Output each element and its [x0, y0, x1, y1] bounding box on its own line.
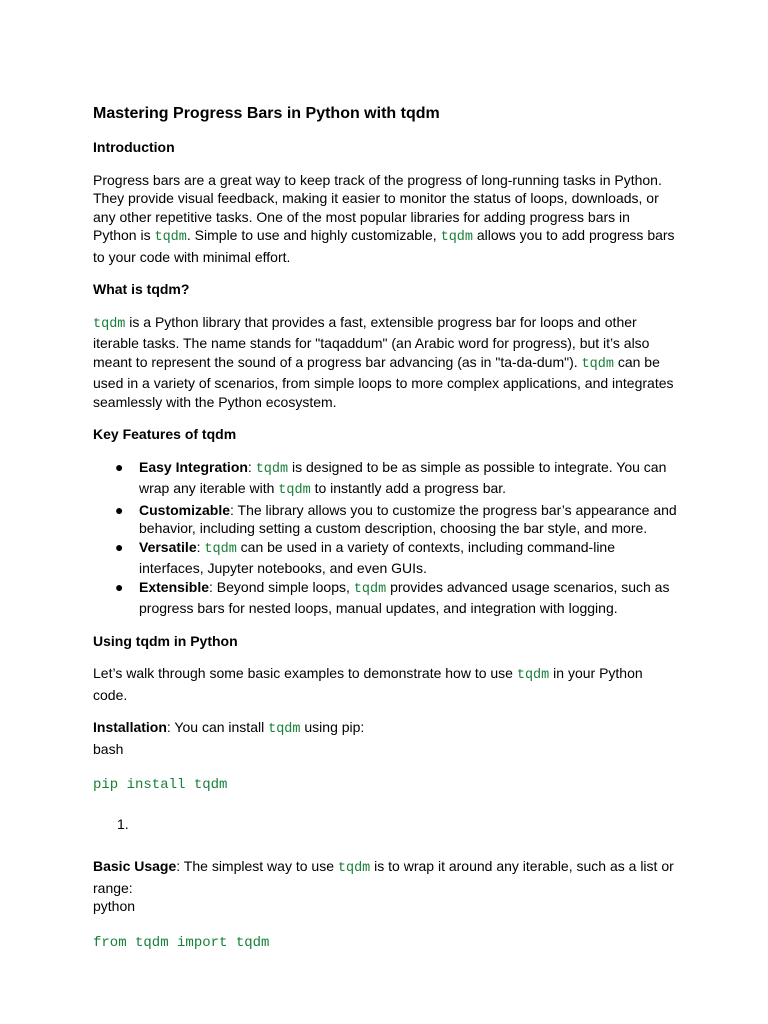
- inline-code: tqdm: [516, 668, 550, 683]
- code-block-import: from tqdm import tqdm: [93, 934, 270, 951]
- inline-code: tqdm: [440, 230, 473, 245]
- text: to instantly add a progress bar.: [310, 480, 507, 496]
- code-block-install: pip install tqdm: [93, 777, 228, 793]
- label-basic-usage: Basic Usage: [93, 858, 177, 874]
- inline-code: tqdm: [268, 722, 301, 737]
- text: in your Python code.: [93, 665, 643, 703]
- inline-code: tqdm: [154, 230, 187, 245]
- text: :: [196, 538, 205, 555]
- paragraph-installation: [93, 718, 677, 740]
- list-item: [115, 458, 677, 501]
- text: : You can install: [166, 719, 269, 735]
- code-language-label: python: [93, 898, 136, 914]
- text: : Beyond simple loops,: [209, 578, 354, 595]
- text: is a Python library that provides a fast, extensible progress bar for loops and other iterable tasks. The name stands for "taqaddum" (an Arabic word for progress), but it’s also meant to represent the sound of a progress bar advancing (as in "ta-da-dum").: [93, 313, 650, 370]
- document-title: Mastering Progress Bars in Python with tqdm: [93, 105, 440, 122]
- inline-code: tqdm: [337, 861, 371, 876]
- bullet-icon: ●: [115, 578, 124, 595]
- list-item: [115, 501, 677, 538]
- features-list: [93, 458, 677, 618]
- paragraph-what-is-tqdm: [93, 313, 677, 412]
- bullet-icon: ●: [115, 501, 124, 518]
- paragraph-using-tqdm: [93, 664, 677, 704]
- text: provides advanced usage scenarios, such as progress bars for nested loops, manual updates, and integration with logging.: [139, 578, 670, 616]
- list-item: [115, 538, 677, 578]
- inline-code: tqdm: [204, 541, 237, 557]
- label-installation: Installation: [93, 719, 167, 735]
- feature-name: Extensible: [139, 578, 210, 595]
- feature-name: Easy Integration: [139, 458, 248, 475]
- code-language-label: bash: [93, 740, 124, 757]
- inline-code: tqdm: [353, 581, 387, 597]
- heading-key-features: Key Features of tqdm: [93, 426, 237, 442]
- heading-introduction: Introduction: [93, 139, 175, 155]
- text: can be used in a variety of contexts, including command-line interfaces, Jupyter notebooks, and even GUIs.: [139, 538, 616, 576]
- bullet-icon: ●: [115, 458, 124, 475]
- feature-name: Versatile: [139, 538, 197, 555]
- feature-name: Customizable: [139, 501, 231, 518]
- inline-code: tqdm: [581, 356, 614, 372]
- text: is to wrap it around any iterable, such as a list or range:: [93, 858, 674, 896]
- inline-code: tqdm: [255, 461, 289, 477]
- text: is designed to be as simple as possible to integrate. You can wrap any iterable with: [139, 458, 667, 496]
- inline-code: tqdm: [93, 316, 126, 332]
- paragraph-basic-usage: [93, 857, 677, 897]
- inline-code: tqdm: [278, 483, 311, 498]
- list-number: 1.: [117, 815, 129, 832]
- text: Progress bars are a great way to keep track of the progress of long-running tasks in Python. They provide visual feedback, making it easier to monitor the status of loops, downloads, or any other repetitive tasks. One of the most popular libraries for adding progress bars in Python is: [93, 171, 662, 243]
- bullet-icon: ●: [115, 538, 124, 555]
- text: :: [247, 458, 256, 475]
- text: . Simple to use and highly customizable,: [186, 227, 441, 243]
- document-body: [93, 104, 677, 972]
- text: Let’s walk through some basic examples to demonstrate how to use: [93, 665, 517, 681]
- paragraph-introduction: [93, 171, 677, 267]
- text: : The simplest way to use: [176, 858, 338, 874]
- text: : The library allows you to customize the progress bar’s appearance and behavior, including setting a custom description, choosing the bar style, and more.: [139, 501, 677, 536]
- heading-what-is-tqdm: What is tqdm?: [93, 281, 190, 297]
- text: using pip:: [300, 719, 365, 735]
- heading-using-tqdm: Using tqdm in Python: [93, 632, 238, 649]
- list-item: [115, 578, 677, 618]
- text: can be used in a variety of scenarios, from simple loops to more complex applications, and integrates seamlessly with the Python ecosystem.: [93, 353, 674, 410]
- text: allows you to add progress bars to your code with minimal effort.: [93, 227, 675, 265]
